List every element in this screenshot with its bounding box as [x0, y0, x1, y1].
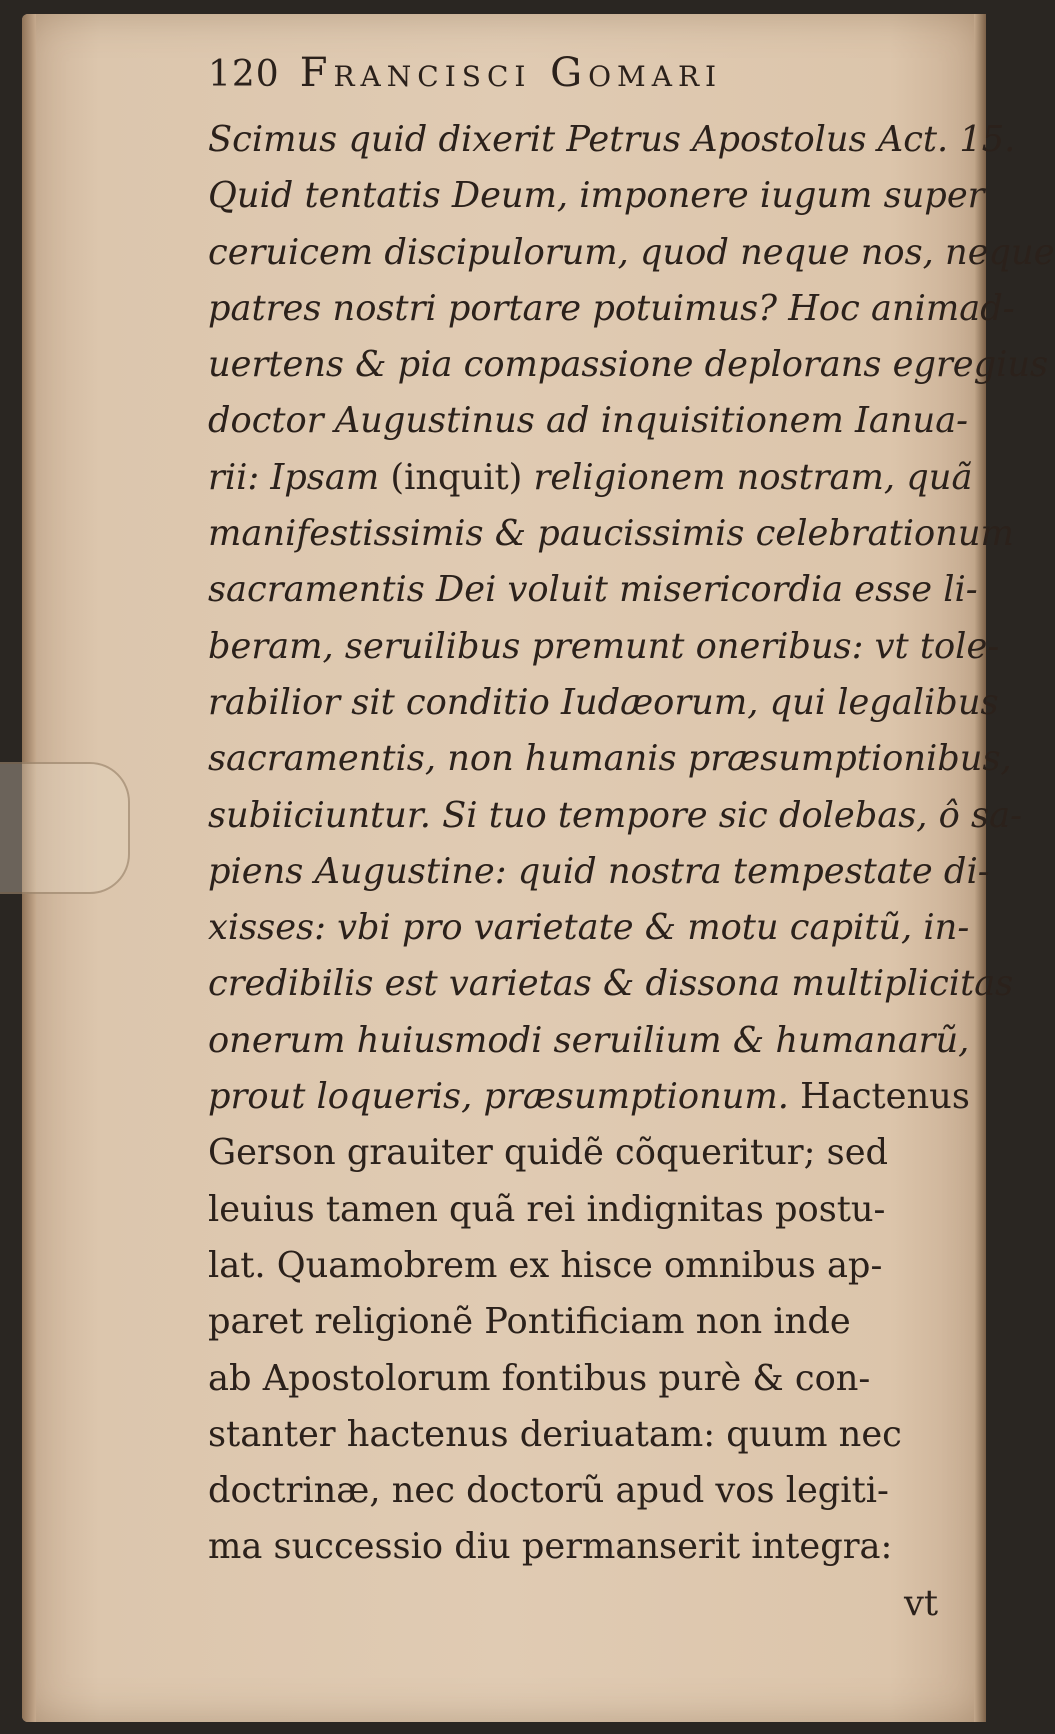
text-line	[208, 900, 970, 956]
text-line	[208, 168, 985, 224]
text-line	[208, 844, 990, 900]
text-segment: patres nostri portare potuimus? Hoc animad-	[208, 287, 1015, 329]
text-line	[208, 956, 1014, 1012]
text-line	[208, 788, 1022, 844]
text-segment: uertens & pia compassione deplorans egregius	[208, 344, 1049, 386]
text-segment: piens Augustine: quid nostra tempestate di-	[208, 850, 990, 892]
text-segment: Quid tentatis Deum, imponere iugum super	[208, 175, 985, 217]
text-segment: paret religionẽ Pontificiam non inde	[208, 1301, 851, 1343]
text-segment: rii: Ipsam	[208, 456, 391, 498]
text-segment: ab Apostolorum fontibus purè & con-	[208, 1357, 871, 1399]
text-line	[208, 1407, 948, 1463]
text-line	[208, 112, 1016, 168]
text-line	[208, 1125, 948, 1181]
text-segment: prout loqueris, præsumptionum.	[208, 1076, 789, 1118]
text-line	[208, 1069, 970, 1125]
catchword: vt	[903, 1582, 938, 1624]
running-head	[208, 50, 948, 108]
text-segment: sacramentis, non humanis præsumptionibus,	[208, 738, 1012, 780]
text-line	[208, 1351, 948, 1407]
text-line	[208, 450, 973, 506]
running-title: Francisci Gomari	[299, 50, 723, 96]
text-segment: Scimus quid dixerit Petrus Apostolus Act. 15.	[208, 119, 1016, 160]
page-tab-mark	[0, 762, 130, 894]
text-line	[208, 225, 1055, 281]
text-segment: doctrinæ, nec doctorũ apud vos legiti-	[208, 1470, 889, 1512]
text-segment: rabilior sit conditio Iudæorum, qui legalibus	[208, 681, 999, 723]
text-segment: subiiciuntur. Si tuo tempore sic dolebas, ô sa-	[208, 794, 1022, 836]
text-segment: ceruicem discipulorum, quod neque nos, neque	[208, 231, 1055, 273]
text-block	[208, 50, 1055, 1632]
text-line	[208, 731, 1012, 787]
text-line	[208, 1238, 948, 1294]
text-segment: stanter hactenus deriuatam: quum nec	[208, 1413, 902, 1455]
text-line	[208, 337, 1049, 393]
text-segment: credibilis est varietas & dissona multiplicitas	[208, 963, 1014, 1005]
page-number: 120	[208, 54, 280, 95]
text-segment: (inquit)	[390, 456, 523, 498]
body-text	[208, 112, 1055, 1576]
text-line	[208, 281, 1015, 337]
text-line	[208, 1294, 948, 1350]
text-segment: onerum huiusmodi seruilium & humanarũ,	[208, 1019, 970, 1061]
text-line	[208, 619, 1000, 675]
text-segment: xisses: vbi pro varietate & motu capitũ, in-	[208, 907, 970, 949]
text-line	[208, 506, 1014, 562]
text-segment: beram, seruilibus premunt oneribus: vt tole-	[208, 625, 1000, 667]
text-line	[208, 562, 978, 618]
text-line	[208, 1182, 948, 1238]
text-segment: doctor Augustinus ad inquisitionem Ianua-	[208, 400, 969, 442]
text-segment: manifestissimis & paucissimis celebrationum	[208, 513, 1014, 555]
text-line	[208, 1013, 970, 1069]
text-segment: religionem nostram, quã	[522, 456, 973, 498]
text-line	[208, 1463, 948, 1519]
text-segment: ma successio diu permanserit integra:	[208, 1526, 893, 1568]
text-line	[208, 393, 969, 449]
text-segment: sacramentis Dei voluit misericordia esse li-	[208, 569, 978, 611]
text-line	[208, 675, 999, 731]
text-line	[208, 1519, 948, 1575]
text-segment: Hactenus	[788, 1076, 970, 1118]
text-segment: Gerson grauiter quidẽ cõqueritur; sed	[208, 1132, 889, 1174]
text-segment: lat. Quamobrem ex hisce omnibus ap-	[208, 1244, 883, 1286]
text-segment: leuius tamen quã rei indignitas postu-	[208, 1188, 886, 1230]
